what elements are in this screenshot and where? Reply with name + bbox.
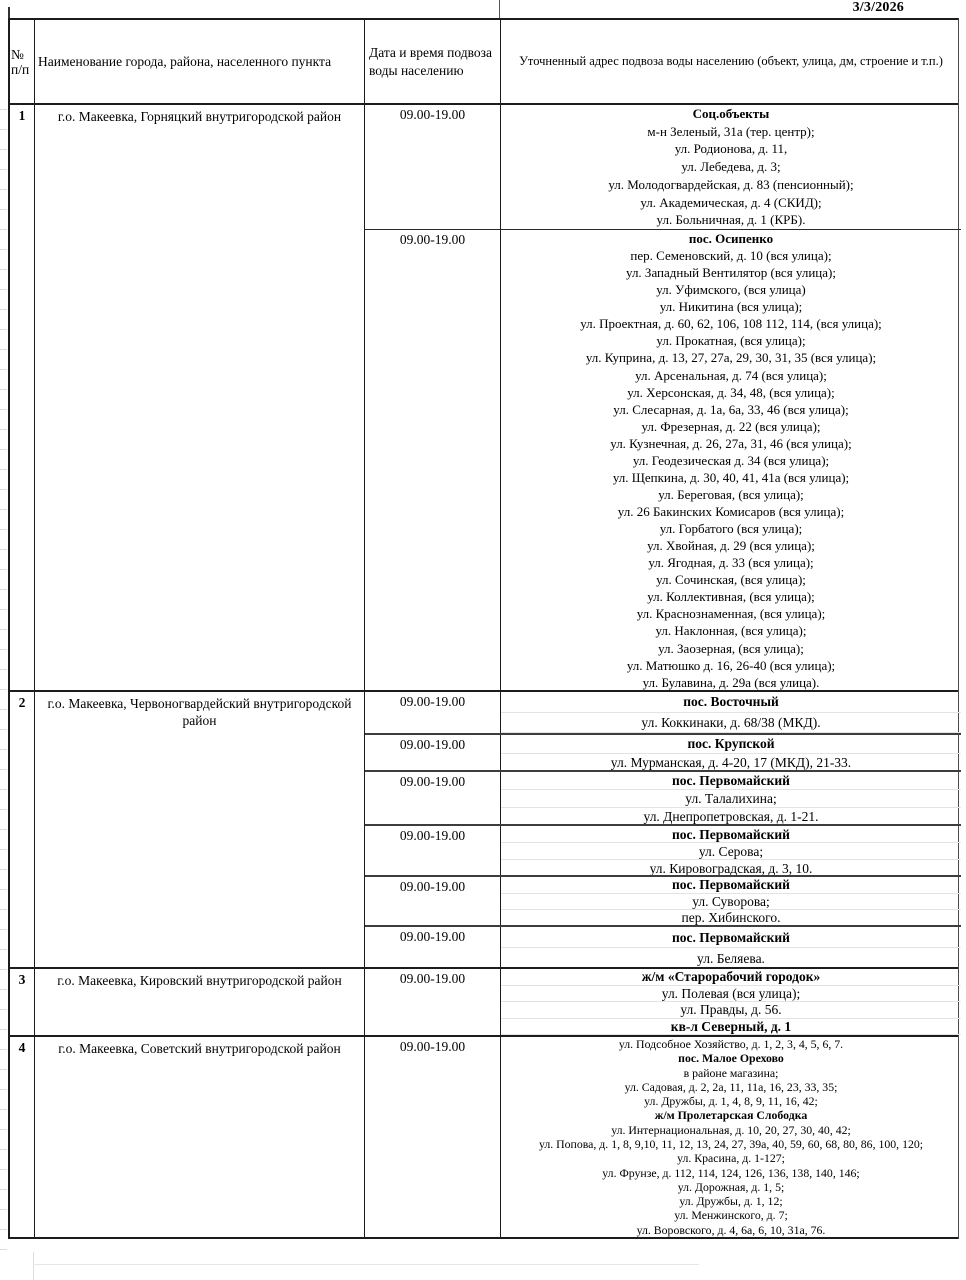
address-line: ул. Береговая, (вся улица);	[658, 486, 804, 502]
divider	[33, 1264, 699, 1265]
address-line: ул. Дружбы, д. 1, 4, 8, 9, 11, 16, 42;	[644, 1094, 818, 1109]
address-line: ул. Талалихина;	[501, 790, 961, 808]
table-row	[10, 969, 958, 1037]
row-number: 3	[10, 969, 35, 1035]
address-line: ул. 26 Бакинских Комисаров (вся улица);	[617, 504, 845, 519]
address-line: ул. Родионова, д. 11,	[674, 141, 788, 157]
address-line: ул. Интернациональная, д. 10, 20, 27, 30, 40, 42;	[611, 1122, 851, 1137]
address-line: ул. Академическая, д. 4 (СКИД);	[640, 194, 822, 210]
address-line: ул. Хвойная, д. 29 (вся улица);	[647, 538, 815, 554]
address-line: ул. Кузнечная, д. 26, 27а, 31, 46 (вся улица);	[610, 435, 852, 451]
address-line: ул. Садовая, д. 2, 2а, 11, 11а, 16, 23, 33, 35;	[624, 1079, 838, 1094]
divider	[8, 7, 10, 18]
address-line: ул. Коллективная, (вся улица);	[647, 589, 815, 605]
address-line: ул. Красина, д. 1-127;	[677, 1151, 785, 1166]
address-line: ул. Дорожная, д. 1, 5;	[677, 1179, 785, 1194]
address-line: ул. Кировоградская, д. 3, 10.	[501, 860, 961, 875]
address-line: ул. Серова;	[501, 843, 961, 860]
address-line: ул. Проектная, д. 60, 62, 106, 108 112, 114, (вся улица);	[580, 316, 882, 332]
schedule-blocks	[365, 969, 961, 1035]
table-rows	[10, 105, 958, 1239]
address-line: ул. Правды, д. 56.	[501, 1002, 961, 1019]
time-cell: 09.00-19.00	[365, 772, 501, 824]
time-cell: 09.00-19.00	[365, 877, 501, 925]
row-location: г.о. Макеевка, Советский внутригородской район	[35, 1037, 365, 1237]
divider	[499, 0, 500, 18]
schedule-blocks	[365, 1037, 961, 1237]
schedule-block	[365, 692, 961, 733]
schedule-block	[365, 733, 961, 770]
table-row	[10, 692, 958, 969]
header-time: Дата и время подвоза воды населению	[365, 20, 501, 103]
time-cell: 09.00-19.00	[365, 735, 501, 770]
address-line: ул. Краснознаменная, (вся улица);	[636, 606, 826, 622]
time-cell: 09.00-19.00	[365, 692, 501, 733]
row-location: г.о. Макеевка, Кировский внутригородской район	[35, 969, 365, 1035]
address-line: пос. Первомайский	[501, 772, 961, 790]
schedule-block	[365, 824, 961, 875]
address-cell	[501, 877, 961, 925]
row-location: г.о. Макеевка, Червоногвардейский внутригородской район	[35, 692, 365, 967]
address-line: ул. Горбатого (вся улица);	[659, 521, 803, 537]
header-address: Уточненный адрес подвоза воды населению (объект, улица, дм, строение и т.п.)	[519, 54, 943, 68]
address-line: ул. Ягодная, д. 33 (вся улица);	[648, 555, 814, 571]
address-line: ул. Херсонская, д. 34, 48, (вся улица);	[627, 384, 835, 400]
address-cell	[501, 105, 961, 229]
address-line: ул. Геодезическая д. 34 (вся улица);	[632, 452, 830, 468]
address-line: ул. Днепропетровская, д. 1-21.	[501, 808, 961, 824]
address-line: пос. Первомайский	[501, 877, 961, 894]
address-line: в районе магазина;	[683, 1065, 779, 1080]
address-line: пос. Крупской	[501, 735, 961, 754]
schedule-block	[365, 925, 961, 967]
address-line: ул. Мурманская, д. 4-20, 17 (МКД), 21-33.	[501, 754, 961, 771]
address-cell	[501, 969, 961, 1035]
address-line: ул. Суворова;	[501, 894, 961, 911]
address-cell	[501, 826, 961, 875]
report-date: 3/3/2026	[852, 0, 904, 15]
header-location: Наименование города, района, населенного пункта	[35, 20, 365, 103]
address-line: ж/м Пролетарская Слободка	[654, 1108, 808, 1123]
address-line: ул. Слесарная, д. 1а, 6а, 33, 46 (вся улица);	[613, 401, 849, 417]
address-line: ул. Больничная, д. 1 (КРБ).	[656, 212, 806, 228]
time-cell: 09.00-19.00	[365, 105, 501, 229]
row-location: г.о. Макеевка, Горняцкий внутригородской район	[35, 105, 365, 690]
schedule-block	[365, 969, 961, 1035]
address-line: ул. Полевая (вся улица);	[501, 986, 961, 1003]
table-row	[10, 1037, 958, 1239]
schedule-block	[365, 1037, 961, 1237]
schedule-block	[365, 875, 961, 925]
address-line: пос. Малое Орехово	[678, 1051, 784, 1066]
address-line: ул. Заозерная, (вся улица);	[658, 640, 804, 656]
address-line: ж/м «Старорабочий городок»	[501, 969, 961, 986]
address-line: ул. Никитина (вся улица);	[659, 299, 803, 315]
address-line: пос. Первомайский	[501, 826, 961, 843]
time-cell: 09.00-19.00	[365, 969, 501, 1035]
address-line: ул. Коккинаки, д. 68/38 (МКД).	[501, 713, 961, 734]
schedule-blocks	[365, 105, 961, 690]
address-line: пос. Восточный	[501, 692, 961, 713]
schedule-block	[365, 229, 961, 690]
address-line: ул. Наклонная, (вся улица);	[655, 623, 807, 639]
schedule-block	[365, 105, 961, 229]
row-number: 2	[10, 692, 35, 967]
address-line: ул. Арсенальная, д. 74 (вся улица);	[635, 367, 827, 383]
address-cell	[501, 692, 961, 733]
table-row	[10, 105, 958, 692]
address-line: ул. Куприна, д. 13, 27, 27а, 29, 30, 31, 35 (вся улица);	[585, 350, 877, 366]
address-cell	[501, 735, 961, 770]
address-line: ул. Щепкина, д. 30, 40, 41, 41а (вся улица);	[612, 469, 850, 485]
address-line: кв-л Северный, д. 1	[501, 1019, 961, 1036]
time-cell: 09.00-19.00	[365, 927, 501, 967]
address-line: пер. Хибинского.	[501, 910, 961, 925]
address-line: ул. Дружбы, д. 1, 12;	[679, 1194, 783, 1209]
address-cell	[501, 230, 961, 690]
row-number: 4	[10, 1037, 35, 1237]
address-line: ул. Булавина, д. 29а (вся улица).	[642, 674, 820, 690]
time-cell: 09.00-19.00	[365, 230, 501, 690]
address-line: пер. Семеновский, д. 10 (вся улица);	[630, 248, 832, 264]
address-line: ул. Молодогвардейская, д. 83 (пенсионный);	[608, 176, 854, 192]
row-number: 1	[10, 105, 35, 690]
address-line: ул. Беляева.	[501, 948, 961, 967]
divider	[33, 1252, 34, 1280]
address-line: ул. Подсобное Хозяйство, д. 1, 2, 3, 4, 5, 6, 7.	[618, 1037, 844, 1051]
address-line: м-н Зеленый, 31а (тер. центр);	[647, 123, 815, 139]
left-margin-gridlines	[0, 90, 7, 1265]
address-cell	[501, 772, 961, 824]
time-cell: 09.00-19.00	[365, 1037, 501, 1237]
address-line: ул. Фрезерная, д. 22 (вся улица);	[641, 418, 821, 434]
header-number: № п/п	[10, 20, 35, 103]
address-line: пос. Первомайский	[501, 927, 961, 948]
schedule-blocks	[365, 692, 961, 967]
address-line: Соц.объекты	[692, 106, 770, 121]
schedule-block	[365, 770, 961, 824]
address-line: ул. Прокатная, (вся улица);	[656, 333, 806, 349]
address-line: ул. Западный Вентилятор (вся улица);	[626, 265, 836, 281]
address-line: пос. Осипенко	[688, 231, 774, 246]
time-cell: 09.00-19.00	[365, 826, 501, 875]
address-line: ул. Фрунзе, д. 112, 114, 124, 126, 136, 138, 140, 146;	[602, 1165, 860, 1180]
address-line: ул. Сочинская, (вся улица);	[656, 572, 806, 588]
address-line: ул. Матюшко д. 16, 26-40 (вся улица);	[626, 657, 836, 673]
address-cell	[501, 1037, 961, 1237]
address-cell	[501, 927, 961, 967]
address-line: ул. Попова, д. 1, 8, 9,10, 11, 12, 13, 24, 27, 39а, 40, 59, 60, 68, 80, 86, 100, 120;	[538, 1136, 924, 1151]
address-line: ул. Воровского, д. 4, 6а, 6, 10, 31а, 76.	[636, 1222, 826, 1237]
address-line: ул. Менжинского, д. 7;	[674, 1208, 788, 1223]
address-line: ул. Уфимского, (вся улица)	[656, 282, 806, 298]
schedule-table	[8, 18, 959, 1239]
table-header-row	[10, 20, 958, 105]
address-line: ул. Лебедева, д. 3;	[681, 159, 781, 175]
